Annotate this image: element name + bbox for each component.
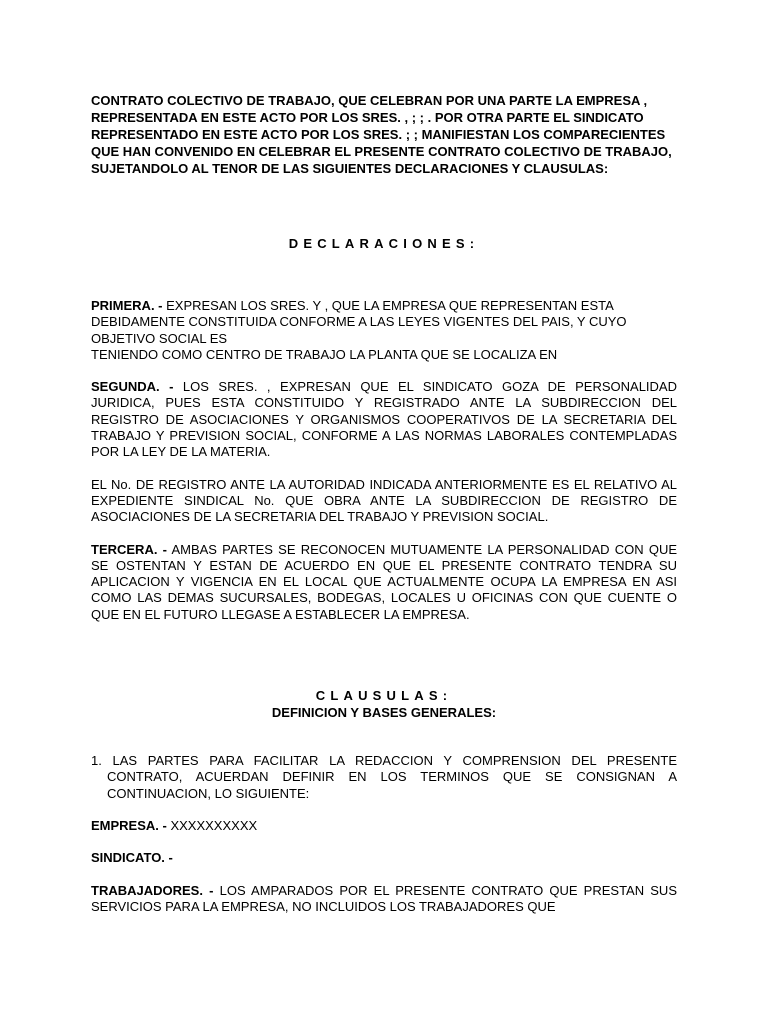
clausulas-title: CLAUSULAS:: [315, 688, 453, 704]
declaraciones-heading: [91, 235, 677, 252]
primera-text: EXPRESAN LOS SRES. Y , QUE LA EMPRESA QUE REPRESENTAN ESTA DEBIDAMENTE CONSTITUIDA CONFORME A LAS LEYES VIGENTES DEL PAIS, Y CUYO OBJETIVO SOCIAL ES: [91, 298, 627, 346]
primera-text-2: TENIENDO COMO CENTRO DE TRABAJO LA PLANTA QUE SE LOCALIZA EN: [91, 346, 558, 362]
document-page: [91, 92, 677, 915]
sindicato-definition: [91, 850, 677, 866]
trabajadores-definition: [91, 883, 677, 916]
declaraciones-title: DECLARACIONES:: [288, 236, 480, 251]
primera-label: PRIMERA. -: [91, 298, 163, 313]
sindicato-label: SINDICATO. -: [91, 850, 173, 866]
segunda-text: LOS SRES. , EXPRESAN QUE EL SINDICATO GOZA DE PERSONALIDAD JURIDICA, PUES ESTA CONSTITUIDO Y REGISTRADO ANTE LA SUBDIRECCION DEL REGISTRO DE ASOCIACIONES Y ORGANISMOS COOPERATIVOS DE LA SECRETARIA DEL TRABAJO Y PREVISION SOCIAL, CONFORME A LAS NORMAS LABORALES CONTEMPLADAS POR LA LEY DE LA MATERIA.: [91, 379, 677, 460]
tercera-label: TERCERA. -: [91, 541, 167, 557]
empresa-value: XXXXXXXXXX: [166, 817, 258, 833]
clausulas-subtitle: DEFINICION Y BASES GENERALES:: [271, 705, 497, 721]
tercera-text: AMBAS PARTES SE RECONOCEN MUTUAMENTE LA PERSONALIDAD CON QUE SE OSTENTAN Y ESTAN DE ACUERDO EN QUE EL PRESENTE CONTRATO TENDRA SU APLICACION Y VIGENCIA EN EL LOCAL QUE ACTUALMENTE OCUPA LA EMPRESA EN ASI COMO LAS DEMAS SUCURSALES, BODEGAS, LOCALES U OFICINAS CON QUE CUENTE O QUE EN EL FUTURO LLEGASE A ESTABLECER LA EMPRESA.: [91, 541, 677, 622]
contract-intro: CONTRATO COLECTIVO DE TRABAJO, QUE CELEBRAN POR UNA PARTE LA EMPRESA , REPRESENTADA EN ESTE ACTO POR LOS SRES. , ; ; . POR OTRA PARTE EL SINDICATO REPRESENTADO EN ESTE ACTO POR LOS SRES. ; ; MANIFIESTAN LOS COMPARECIENTES QUE HAN CONVENIDO EN CELEBRAR EL PRESENTE CONTRATO COLECTIVO DE TRABAJO, SUJETANDOLO AL TENOR DE LAS SIGUIENTES DECLARACIONES Y CLAUSULAS:: [91, 93, 672, 176]
trabajadores-label: TRABAJADORES. -: [91, 882, 214, 898]
registro-paragraph: EL No. DE REGISTRO ANTE LA AUTORIDAD INDICADA ANTERIORMENTE ES EL RELATIVO AL EXPEDIENTE SINDICAL No. QUE OBRA ANTE LA SUBDIRECCION DE REGISTRO DE ASOCIACIONES DE LA SECRETARIA DEL TRABAJO Y PREVISION SOCIAL.: [91, 476, 677, 525]
clausulas-heading: [91, 687, 677, 704]
empresa-label: EMPRESA. -: [91, 817, 167, 833]
segunda-label: SEGUNDA. -: [91, 379, 174, 395]
clause-item-1: 1. LAS PARTES PARA FACILITAR LA REDACCION Y COMPRENSION DEL PRESENTE CONTRATO, ACUERDAN DEFINIR EN LOS TERMINOS QUE SE CONSIGNAN A CONTINUACION, LO SIGUIENTE:: [91, 753, 677, 801]
trabajadores-text: LOS AMPARADOS POR EL PRESENTE CONTRATO QUE PRESTAN SUS SERVICIOS PARA LA EMPRESA, NO INCLUIDOS LOS TRABAJADORES QUE: [91, 882, 677, 914]
empresa-definition: [91, 818, 677, 834]
primera-paragraph: [91, 298, 677, 363]
segunda-paragraph: [91, 379, 677, 460]
tercera-paragraph: [91, 542, 677, 623]
